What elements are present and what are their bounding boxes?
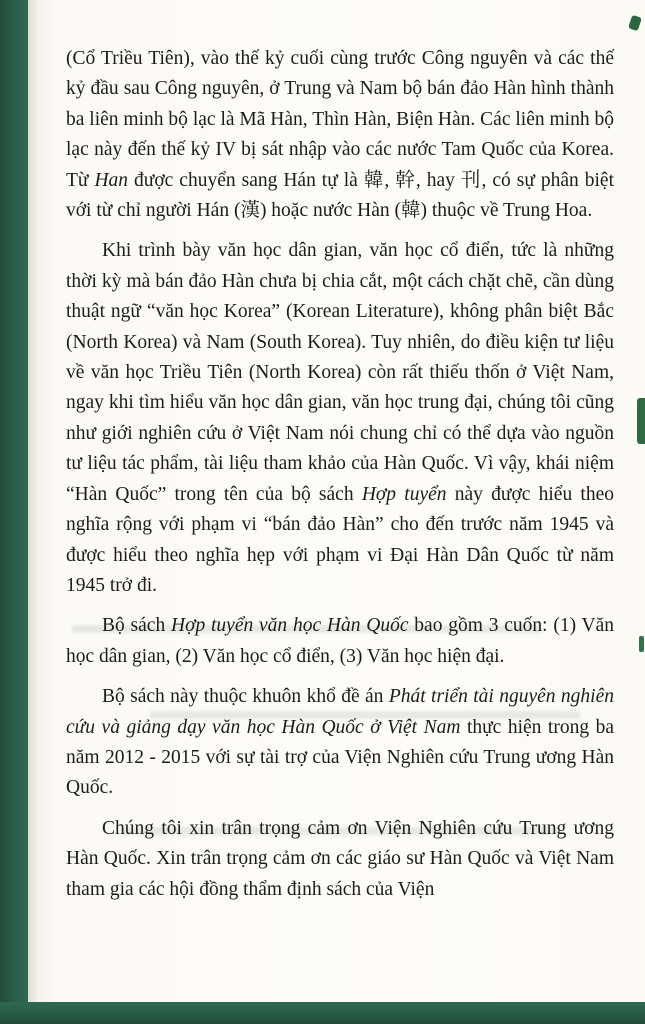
text-segment: (Cổ Triều Tiên), vào thế kỷ cuối cùng trước Công nguyên và các thế kỷ đầu sau Công nguyên, ở Trung và Nam bộ bán đảo Hàn hình thành ba liên minh bộ lạc là Mã Hàn, Thìn Hàn, Biện Hàn. Các liên minh bộ lạc này đến thế kỷ IV bị sát nhập vào các nước Tam Quốc của Korea. Từ bbox=[66, 48, 614, 191]
paragraph-4 bbox=[66, 682, 614, 804]
text-segment-italic: Han bbox=[94, 169, 129, 191]
book-cover-edge-bottom bbox=[0, 1002, 645, 1024]
text-segment: Bộ sách bbox=[102, 615, 171, 637]
book-cover-edge-left bbox=[0, 0, 28, 1024]
text-segment: Khi trình bày văn học dân gian, văn học cổ điển, tức là những thời kỳ mà bán đảo Hàn chưa bị chia cắt, một cách chặt chẽ, cần dùng thuật ngữ “văn học Korea” (Korean Literature), không phân biệt Bắc (North Korea) và Nam (South Korea). Tuy nhiên, do điều kiện tư liệu về văn học Triều Tiên (North Korea) còn rất thiếu thốn ở Việt Nam, ngay khi tìm hiểu văn học dân gian, văn học trung đại, chúng tôi cũng như giới nghiên cứu ở Việt Nam nói chung chỉ có thể dựa vào nguồn tư liệu tác phẩm, tài liệu tham khảo của Hàn Quốc. Vì vậy, khái niệm “Hàn Quốc” trong tên của bộ sách bbox=[66, 240, 614, 505]
text-segment-italic: Hợp tuyển bbox=[361, 483, 447, 505]
text-segment: này được hiểu theo nghĩa rộng với phạm vi “bán đảo Hàn” cho đến trước năm 1945 và được hiểu theo nghĩa hẹp với phạm vi Đại Hàn Dân Quốc từ năm 1945 trở đi. bbox=[66, 483, 615, 596]
text-segment-italic: Phát triển tài nguyên nghiên cứu và giảng dạy văn học Hàn Quốc ở Việt Nam bbox=[66, 686, 614, 738]
scan-artifact-speck bbox=[637, 398, 645, 444]
text-segment: Chúng tôi xin trân trọng cảm ơn Viện Nghiên cứu Trung ương Hàn Quốc. Xin trân trọng cảm ơn các giáo sư Hàn Quốc và Việt Nam tham gia các hội đồng thẩm định sách của Viện bbox=[66, 817, 614, 900]
page-text bbox=[66, 44, 614, 915]
text-segment-italic: Hợp tuyển văn học Hàn Quốc bbox=[170, 615, 409, 637]
text-segment: thực hiện trong ba năm 2012 - 2015 với sự tài trợ của Viện Nghiên cứu Trung ương Hàn Quốc. bbox=[66, 716, 614, 799]
paragraph-5 bbox=[66, 814, 614, 905]
text-segment: bao gồm 3 cuốn: (1) Văn học dân gian, (2) Văn học cổ điển, (3) Văn học hiện đại. bbox=[66, 615, 614, 667]
paragraph-2 bbox=[66, 236, 614, 601]
paragraph-1 bbox=[66, 44, 614, 226]
text-segment: được chuyển sang Hán tự là 韓, 幹, hay 刊, có sự phân biệt với từ chỉ người Hán (漢) hoặc nước Hàn (韓) thuộc về Trung Hoa. bbox=[66, 169, 615, 222]
paragraph-3 bbox=[66, 611, 614, 672]
scan-artifact-speck bbox=[639, 636, 644, 652]
text-segment: Bộ sách này thuộc khuôn khổ đề án bbox=[102, 686, 389, 708]
